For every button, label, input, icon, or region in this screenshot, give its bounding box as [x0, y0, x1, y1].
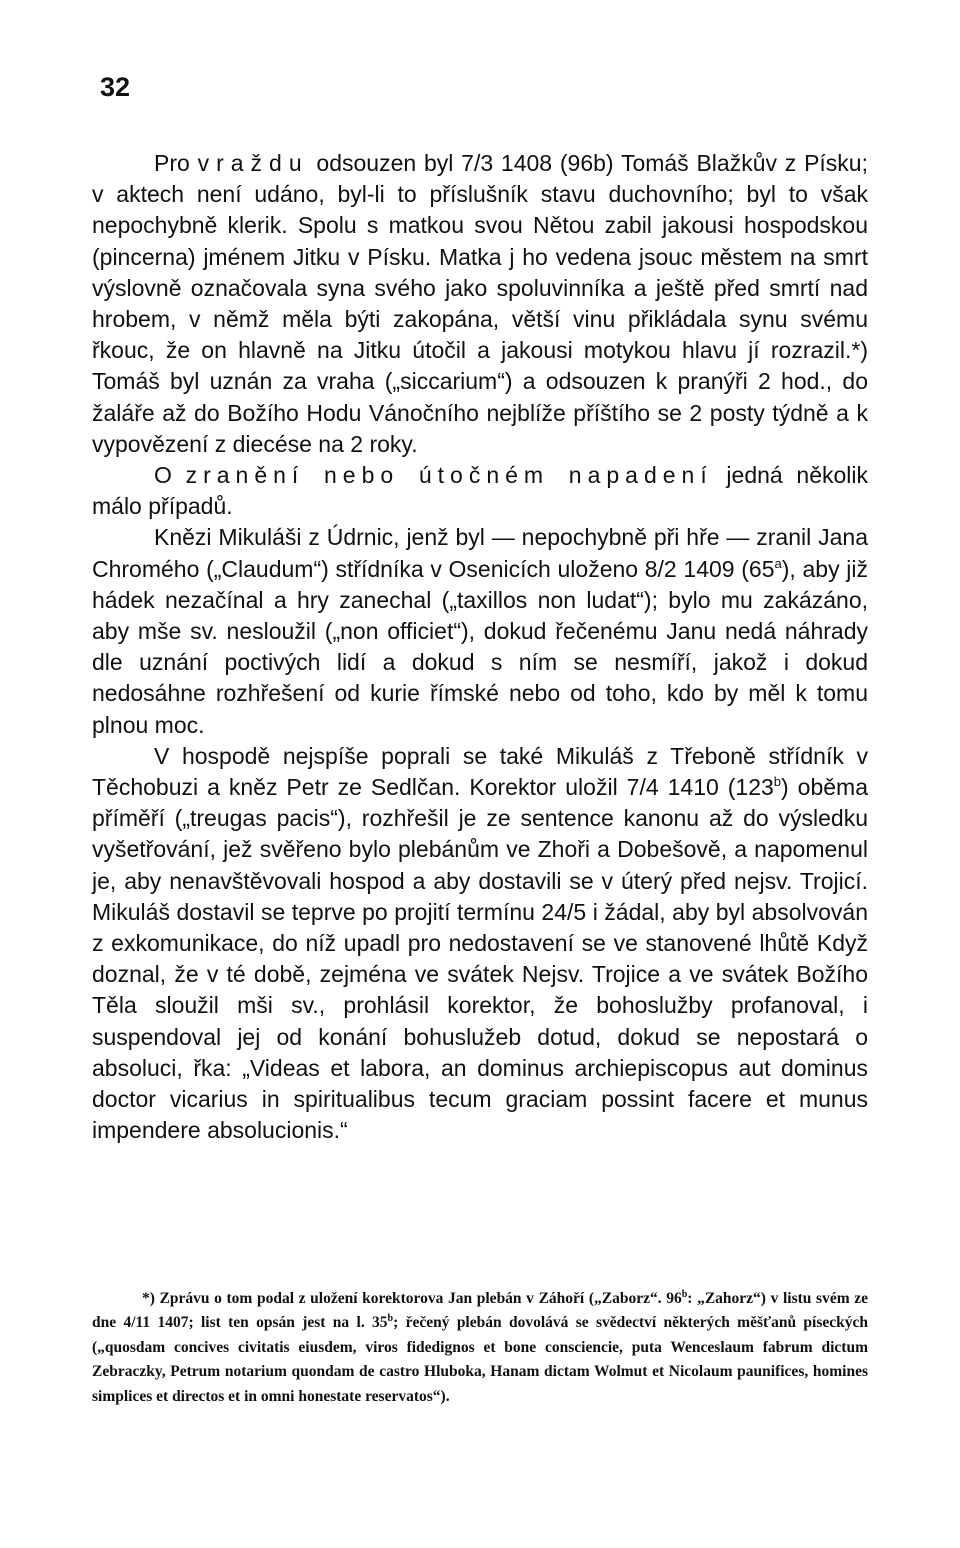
emphasized-term-murder: vraždu: [197, 150, 309, 176]
page-number: 32: [100, 72, 131, 102]
footnote-part: : „Zahorz“) v listu svém ze dne 4/11 1407; list ten opsán jest na l. 35: [92, 1290, 868, 1332]
superscript: a: [774, 555, 782, 571]
footnote: [92, 1287, 868, 1409]
paragraph-lead-start: O: [154, 462, 186, 489]
paragraph-text: Knězi Mikuláši z Údrnic, jenž byl — nepochybně při hře — zranil Jana Chromého („Claudum“) střídníka v Osenicích uloženo 8/2 1409 (65: [92, 524, 868, 582]
paragraph-text: jedná několik málo případů.: [92, 462, 869, 520]
footnote-text: [92, 1287, 868, 1409]
paragraph-text: odsouzen byl 7/3 1408 (96b) Tomáš Blažkův z Písku; v aktech není udáno, byl-li to příslušník stavu duchovního; byl to však nepochybně klerik. Spolu s matkou svou Nětou zabil jakousi hospodskou (pincerna) jménem Jitku v Písku. Matka j ho vedena jsouc městem na smrt výslovně označovala syna svého jako spoluvinníka a ještě před smrtí nad hrobem, v němž měla býti zakopána, větší vinu přikládala synu svému řkouc, že on hlavně na Jitku útočil a jakousi motykou hlavu jí rozrazil.*) Tomáš byl uznán za vraha („siccarium“) a odsouzen k pranýři 2 hod., do žaláře až do Božího Hodu Vánočního nejblíže příštího se 2 posty týdně a k vypovězení z diecése na 2 roky.: [92, 150, 868, 457]
footnote-part: *) Zprávu o tom podal z uložení korektorova Jan plebán v Záhoří („Zaborz“. 96: [142, 1290, 682, 1307]
paragraph-tavern-fight: [92, 741, 868, 1147]
paragraph-lead-start: Pro: [154, 150, 198, 176]
paragraph-text: ) oběma příměří („treugas pacis“), rozhřešil je ze sentence kanonu až do výsledku vyšetřování, jež svěřeno bylo plebánům ve Zhoři a Dobešově, a napomenul je, aby nenavštěvovali hospod a aby dostavili se v úterý před nejsv. Trojicí. Mikuláš dostavil se teprve po projití termínu 24/5 i žádal, aby byl absolvován z exkomunikace, do níž upadl pro nedostavení se ve stanovené lhůtě Když doznal, že v té době, zejména ve svátek Nejsv. Trojice a ve svátek Božího Těla sloužil mši sv., prohlásil korektor, že bohoslužby profanoval, i suspendoval jej od konání bohuslužeb dotud, dokud se nepostará o absoluci, řka: „Videas et labora, an dominus archiepiscopus aut dominus doctor vicarius in spiritualibus tecum graciam possint facere et munus impendere absolucionis.“: [92, 774, 868, 1144]
emphasized-term-injury: zranění nebo útočném napadení: [185, 462, 713, 489]
superscript: b: [681, 1289, 688, 1300]
footnote-part: ; řečený plebán dovolává se svědectví některých měšťanů píseckých („quosdam concives civitatis eiusdem, viros fidedignos et bone consciencie, puta Wenceslaum fabrum dictum Zebraczky, Petrum notarium quondam de castro Hluboka, Hanam dictam Wolmut et Nicolaum paunifices, homines simplices et directos et in omni honestate reservatos“).: [92, 1314, 868, 1405]
paragraph-murder: [92, 148, 868, 460]
superscript: b: [387, 1313, 394, 1325]
superscript: b: [773, 774, 782, 790]
paragraph-text: V hospodě nejspíše poprali se také Mikuláš z Třeboně střídník v Těchobuzi a kněz Petr ze Sedlčan. Korektor uložil 7/4 1410 (123: [92, 742, 868, 801]
paragraph-text: ), aby již hádek nezačínal a hry zanechal („taxillos non ludat“); bylo mu zakázáno, aby mše sv. nesloužil („non officiet“), dokud řečenému Janu nedá náhrady dle uznání poctivých lidí a dokud s ním se nesmíří, jakož i dokud nedosáhne rozhřešení od kurie římské nebo od toho, kdo by měl k tomu plnou moc.: [92, 555, 869, 738]
paragraph-injury: [92, 460, 868, 522]
paragraph-mikulas-udrnice: [92, 522, 868, 740]
body-text: [92, 148, 868, 1147]
